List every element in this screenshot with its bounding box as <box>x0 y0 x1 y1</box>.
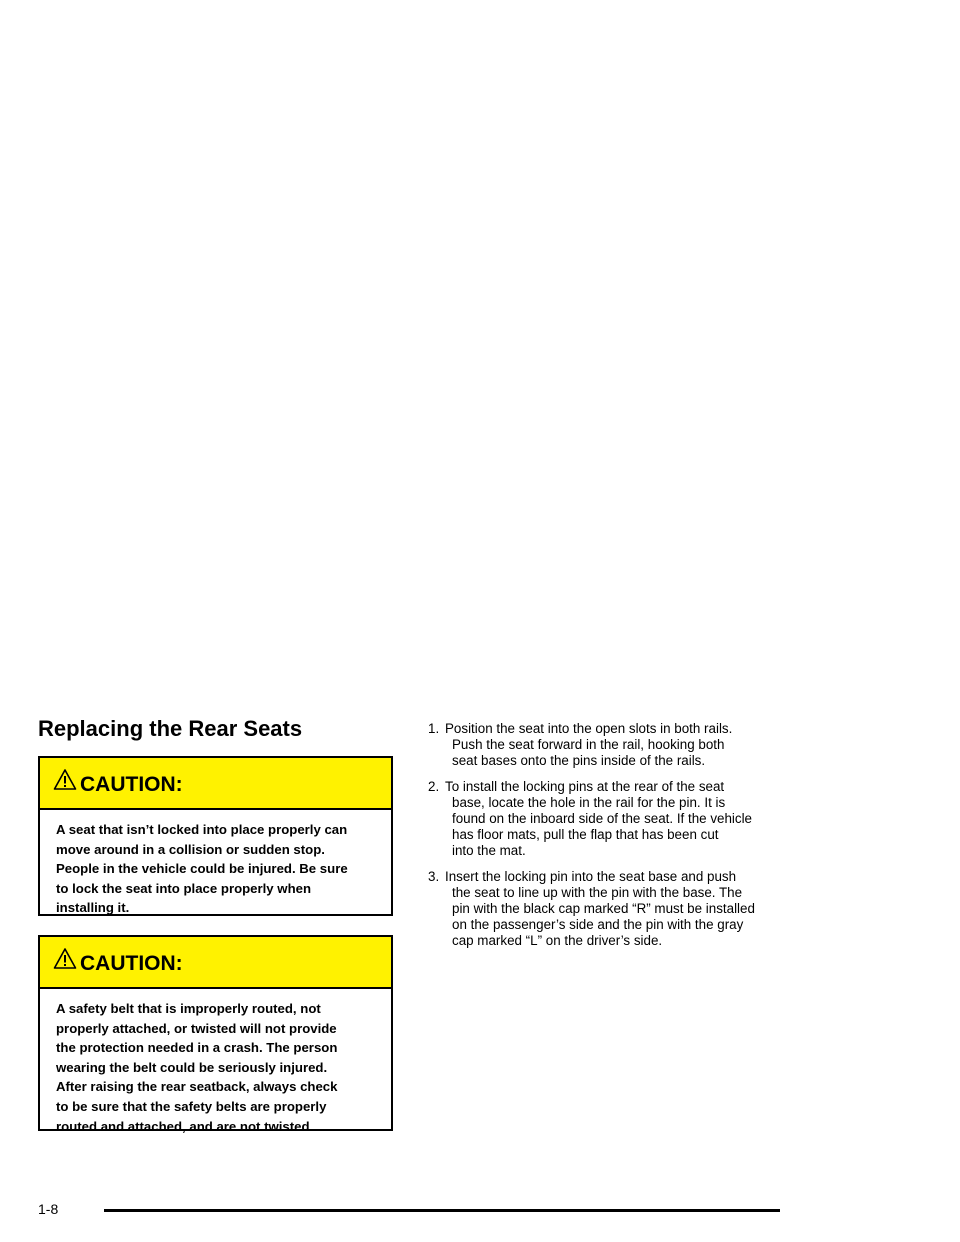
step-line: the seat to line up with the pin with the base. The <box>452 885 743 900</box>
caution-line: properly attached, or twisted will not provide <box>56 1020 337 1036</box>
step-line: has floor mats, pull the flap that has been cut <box>452 827 719 842</box>
step-line: found on the inboard side of the seat. If the vehicle <box>452 811 753 826</box>
step-item <box>428 869 828 949</box>
caution-line: the protection needed in a crash. The person <box>56 1040 338 1056</box>
section-title: Replacing the Rear Seats <box>38 716 303 741</box>
caution-box-safety-belt <box>38 935 393 1134</box>
step-item <box>428 779 828 859</box>
step-line: To install the locking pins at the rear of the seat <box>445 779 725 794</box>
step-text <box>445 869 828 949</box>
caution-line: A seat that isn’t locked into place properly can <box>56 822 348 837</box>
step-number: 2. <box>428 779 440 794</box>
caution-line: A safety belt that is improperly routed, not <box>56 1001 321 1016</box>
step-number: 3. <box>428 869 440 884</box>
caution-line: move around in a collision or sudden stop. <box>56 841 325 857</box>
step-text <box>445 721 828 769</box>
step-line: seat bases onto the pins inside of the rails. <box>452 753 706 768</box>
caution-line: People in the vehicle could be injured. Be sure <box>56 861 348 877</box>
caution-title: CAUTION: <box>80 773 183 796</box>
step-item <box>428 721 828 769</box>
step-line: Insert the locking pin into the seat base and push <box>445 869 737 884</box>
step-line: Push the seat forward in the rail, hooking both <box>452 737 725 752</box>
caution-line: After raising the rear seatback, always check <box>56 1079 338 1095</box>
warning-triangle-icon <box>53 947 77 971</box>
step-line: on the passenger’s side and the pin with the gray <box>452 917 744 932</box>
caution-line: wearing the belt could be seriously injured. <box>56 1059 328 1075</box>
caution-line: routed and attached, and are not twisted. <box>56 1118 314 1134</box>
caution-line: to lock the seat into place properly when <box>56 880 312 896</box>
caution-text <box>40 810 391 918</box>
caution-line: to be sure that the safety belts are properly <box>56 1098 327 1114</box>
caution-line: installing it. <box>56 900 130 916</box>
page-number: 1-8 <box>38 1201 59 1217</box>
warning-triangle-icon <box>53 768 77 792</box>
procedure-steps <box>428 721 828 959</box>
step-number: 1. <box>428 721 440 736</box>
caution-box-seat-lock <box>38 756 393 916</box>
caution-header <box>40 758 391 810</box>
step-line: base, locate the hole in the rail for the pin. It is <box>452 795 726 810</box>
caution-title: CAUTION: <box>80 952 183 975</box>
step-line: pin with the black cap marked “R” must be installed <box>452 901 755 916</box>
step-line: cap marked “L” on the driver’s side. <box>452 933 663 948</box>
step-line: Position the seat into the open slots in both rails. <box>445 721 733 736</box>
caution-header <box>40 937 391 989</box>
caution-text <box>40 989 391 1136</box>
step-text <box>445 779 828 859</box>
footer-rule <box>104 1209 780 1212</box>
step-line: into the mat. <box>452 843 526 858</box>
